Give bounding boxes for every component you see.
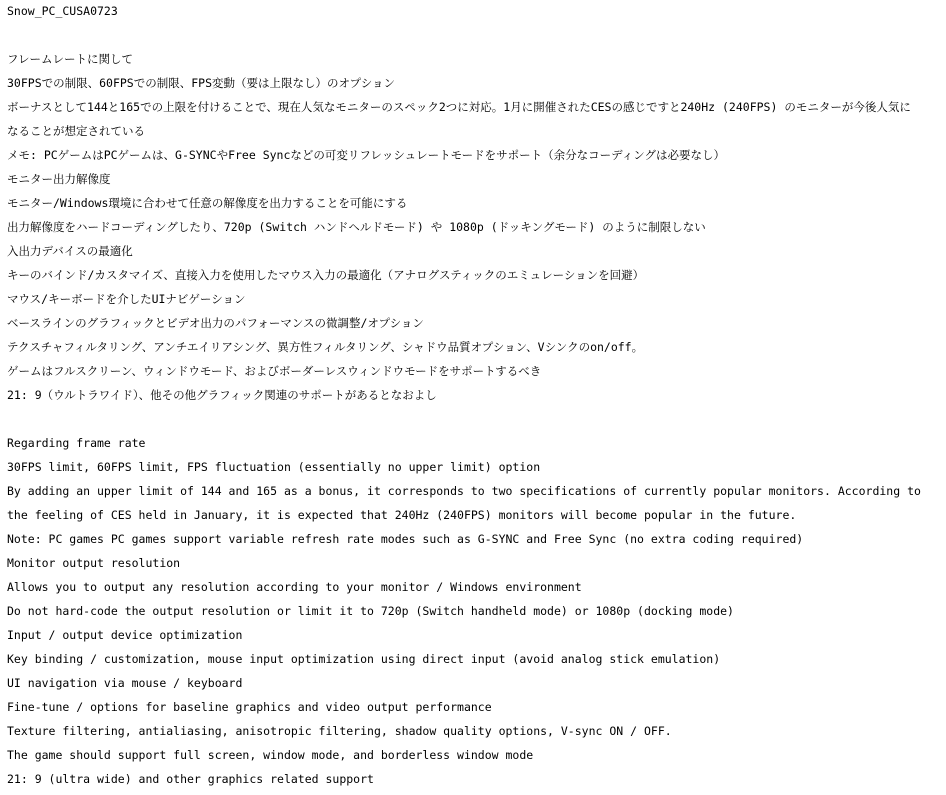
jp-line: テクスチャフィルタリング、アンチエイリアシング、異方性フィルタリング、シャドウ品質オプション、Vシンクのon/off。	[7, 340, 644, 354]
en-line: the feeling of CES held in January, it is expected that 240Hz (240FPS) monitors will become popular in the future.	[7, 508, 797, 522]
jp-line: 21: 9（ウルトラワイド）、他その他グラフィック関連のサポートがあるとなおよし	[7, 388, 437, 402]
en-line: 21: 9 (ultra wide) and other graphics related support	[7, 772, 374, 786]
japanese-section	[7, 51, 943, 411]
en-heading-monitor-output: Monitor output resolution	[7, 556, 181, 570]
document-title: Snow_PC_CUSA0723	[7, 4, 118, 18]
jp-heading-monitor-output: モニター出力解像度	[7, 172, 111, 186]
en-line: 30FPS limit, 60FPS limit, FPS fluctuation (essentially no upper limit) option	[7, 460, 541, 474]
jp-line: キーのバインド/カスタマイズ、直接入力を使用したマウス入力の最適化（アナログスティックのエミュレーションを回避）	[7, 268, 645, 282]
english-section	[7, 435, 943, 795]
blank-line	[7, 411, 943, 435]
jp-line: ボーナスとして144と165での上限を付けることで、現在人気なモニターのスペック2つに対応。1月に開催されたCESの感じですと240Hz (240FPS) のモニターが今後人気に	[7, 100, 911, 114]
blank-line	[7, 27, 943, 51]
en-line: Key binding / customization, mouse input optimization using direct input (avoid analog stick emulation)	[7, 652, 721, 666]
jp-line: メモ: PCゲームはPCゲームは、G-SYNCやFree Syncなどの可変リフレッシュレートモードをサポート（余分なコーディングは必要なし）	[7, 148, 725, 162]
en-line: UI navigation via mouse / keyboard	[7, 676, 243, 690]
en-line: The game should support full screen, window mode, and borderless window mode	[7, 748, 534, 762]
en-line: Fine-tune / options for baseline graphics and video output performance	[7, 700, 492, 714]
jp-heading-frame-rate: フレームレートに関して	[7, 52, 134, 66]
jp-heading-io-devices: 入出力デバイスの最適化	[7, 244, 133, 258]
en-line: Allows you to output any resolution according to your monitor / Windows environment	[7, 580, 582, 594]
jp-line: 30FPSでの制限、60FPSでの制限、FPS変動（要は上限なし）のオプション	[7, 76, 395, 90]
en-line: By adding an upper limit of 144 and 165 as a bonus, it corresponds to two specifications of currently popular monitors. According to	[7, 484, 921, 498]
en-line: Texture filtering, antialiasing, anisotropic filtering, shadow quality options, V-sync ON / OFF.	[7, 724, 672, 738]
en-line: Note: PC games PC games support variable refresh rate modes such as G-SYNC and Free Sync (no extra coding required)	[7, 532, 804, 546]
jp-line: なることが想定されている	[7, 124, 145, 138]
jp-line: ゲームはフルスクリーン、ウィンドウモード、およびボーダーレスウィンドウモードをサポートするべき	[7, 364, 542, 378]
jp-line: 出力解像度をハードコーディングしたり、720p (Switch ハンドヘルドモード) や 1080p (ドッキングモード) のように制限しない	[7, 220, 706, 234]
document-body	[7, 3, 943, 795]
en-heading-io-devices: Input / output device optimization	[7, 628, 243, 642]
en-heading-frame-rate: Regarding frame rate	[7, 436, 146, 450]
jp-line: マウス/キーボードを介したUIナビゲーション	[7, 292, 246, 306]
jp-line: ベースラインのグラフィックとビデオ出力のパフォーマンスの微調整/オプション	[7, 316, 424, 330]
en-line: Do not hard-code the output resolution or limit it to 720p (Switch handheld mode) or 1080p (docking mode)	[7, 604, 734, 618]
jp-line: モニター/Windows環境に合わせて任意の解像度を出力することを可能にする	[7, 196, 408, 210]
